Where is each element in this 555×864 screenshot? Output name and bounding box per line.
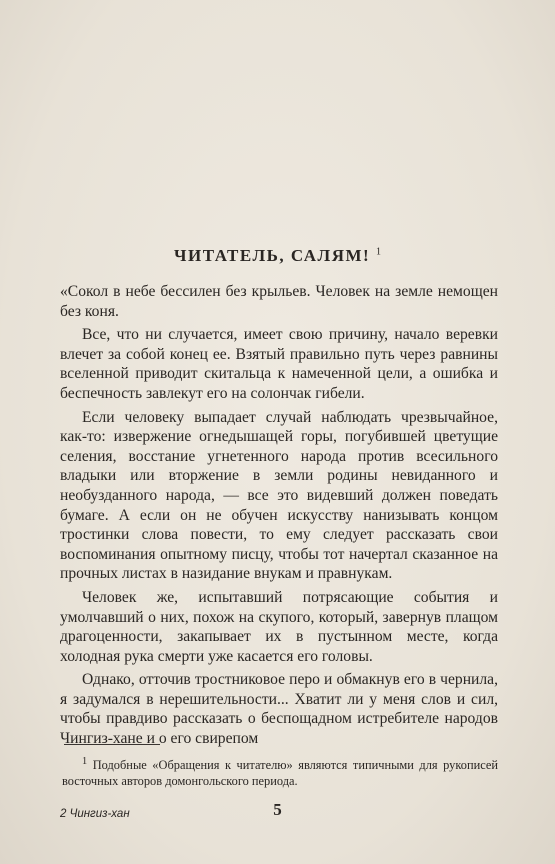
page-number: 5 [273,800,282,819]
footnote-mark: 1 [375,246,381,258]
footnote-text: Подобные «Обращения к читателю» являются типичными для рукописей восточных авторов домонгольского периода. [62,758,498,789]
paragraph: Все, что ни случается, имеет свою причину, начало веревки влечет за собой конец ее. Взятый правильно путь через равнины вселенной приводит скитальца к намеченной цели, а ошибка и беспечность завлекут его на солончак гибели. [60,326,498,402]
body-text [60,282,498,753]
footnote-mark: 1 [82,756,88,767]
footnote-divider [64,744,160,745]
footnote [62,754,498,789]
paragraph: Человек же, испытавший потрясающие события и умолчавший о них, похож на скупого, который, завернув плащом драгоценности, закапывает их в пустынном месте, когда холодная рука смерти уже касается его головы. [60,588,498,665]
signature-mark: 2 Чингиз-хан [60,808,130,820]
paragraph: Однако, отточив тростниковое перо и обмакнув его в чернила, я задумался в нерешительности... Хватит ли у меня слов и сил, чтобы правдиво рассказать о беспощадном истребителе народов Чингиз-хане и о его свирепом [60,671,498,748]
chapter-title [0,246,555,266]
paragraph: Если человеку выпадает случай наблюдать чрезвычайное, как-то: извержение огнедышащей горы, погубившей цветущие селения, восстание угнетенного народа против всесильного владыки или вторжение в земли родины невиданного и необузданного народа, — все это видевший должен поведать бумаге. А если он не обучен искусству нанизывать концом тростинки слова повести, то ему следует рассказать свои воспоминания опытному писцу, чтобы тот начертал сказанное на прочных листах в назидание внукам и правнукам. [60,408,498,583]
paragraph: «Сокол в небе бессилен без крыльев. Человек на земле немощен без коня. [60,283,498,320]
chapter-title-text: ЧИТАТЕЛЬ, САЛЯМ! [174,246,371,265]
